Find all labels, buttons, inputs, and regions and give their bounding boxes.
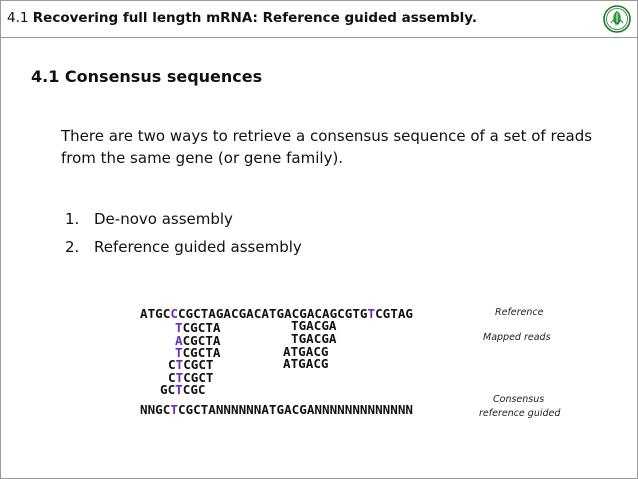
seq-part: C bbox=[168, 357, 176, 372]
seq-part: CGCTA bbox=[182, 345, 221, 360]
seq-highlight: T bbox=[367, 306, 376, 321]
seq-part: CGCTAGACGACATGACGACAGCGTG bbox=[177, 306, 368, 321]
seq-part: C bbox=[168, 370, 176, 385]
seq-part: CGCT bbox=[183, 357, 214, 372]
seq-part: CGCTA bbox=[182, 320, 221, 335]
reference-annotation: Reference bbox=[495, 307, 544, 318]
seq-highlight: T bbox=[175, 345, 183, 360]
reference-sequence bbox=[140, 307, 413, 321]
list-item-number: 2. bbox=[65, 238, 80, 256]
seq-part: CGCTANNNNNNATGACGANNNNNNNNNNNNN bbox=[177, 402, 413, 417]
consensus-annotation-line2: reference guided bbox=[479, 408, 561, 419]
section-number: 4.1 bbox=[7, 10, 29, 26]
slide-header bbox=[1, 1, 637, 38]
seq-highlight: T bbox=[175, 382, 183, 397]
seq-part: CGCT bbox=[183, 370, 214, 385]
mapped-read bbox=[160, 383, 206, 397]
consensus-annotation-line1: Consensus bbox=[493, 394, 545, 405]
intro-paragraph: There are two ways to retrieve a consensus sequence of a set of reads from the same gene (or gene family). bbox=[61, 127, 593, 167]
seq-highlight: C bbox=[170, 306, 178, 321]
seq-part: GC bbox=[160, 382, 176, 397]
leaf-emblem-icon bbox=[603, 5, 631, 33]
seq-highlight: T bbox=[175, 320, 183, 335]
seq-part: NNGC bbox=[140, 402, 171, 417]
list-item-number: 1. bbox=[65, 210, 80, 228]
seq-highlight: T bbox=[170, 402, 178, 417]
mapped-read: TGACGA bbox=[291, 331, 337, 346]
section-heading: 4.1 Consensus sequences bbox=[31, 67, 263, 86]
mapped-read: TGACGA bbox=[291, 318, 337, 333]
mapped-read: ATGACG bbox=[283, 356, 329, 371]
seq-highlight: T bbox=[175, 357, 184, 372]
seq-part: CGCTA bbox=[182, 333, 221, 348]
seq-highlight: T bbox=[175, 370, 184, 385]
seq-part: ATGC bbox=[140, 306, 171, 321]
list-item-label: Reference guided assembly bbox=[94, 238, 302, 256]
mapped-reads-annotation: Mapped reads bbox=[483, 332, 551, 343]
consensus-sequence bbox=[140, 403, 413, 417]
slide-title bbox=[7, 10, 477, 26]
seq-part: CGC bbox=[182, 382, 206, 397]
slide-title-text: Recovering full length mRNA: Reference guided assembly. bbox=[32, 10, 477, 26]
mapped-read: ATGACG bbox=[283, 344, 329, 359]
seq-highlight: A bbox=[175, 333, 183, 348]
seq-part: CGTAG bbox=[375, 306, 414, 321]
list-item-label: De-novo assembly bbox=[94, 210, 233, 228]
